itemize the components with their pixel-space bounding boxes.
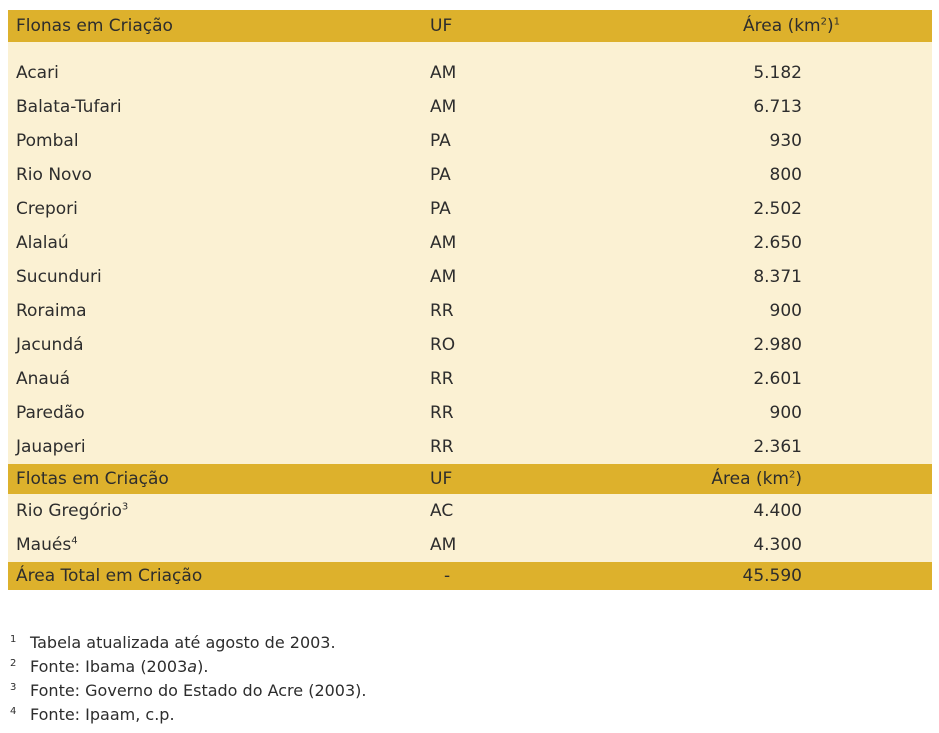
row-name: Roraima [16,301,87,321]
footnotes [8,632,367,728]
table-row [8,494,932,528]
row-name: Anauá [16,369,71,389]
row-uf: RR [430,301,454,321]
row-area: 6.713 [753,97,802,117]
row-uf: AC [430,501,454,521]
table-spacer [8,42,932,56]
footnote-text: Fonte: Governo do Estado do Acre (2003). [30,681,367,700]
footnote-text: Tabela atualizada até agosto de 2003. [30,633,336,652]
table-header-flotas [8,464,932,494]
table-row [8,260,932,294]
row-name: Rio Novo [16,165,92,185]
row-area: 2.980 [753,335,802,355]
row-name: Balata-Tufari [16,97,122,117]
footnote [8,656,367,680]
footnote-mark: 4 [10,706,17,717]
total-area: 45.590 [742,566,802,586]
footnote-mark: 1 [10,634,17,645]
table-row [8,56,932,90]
row-area: 800 [769,165,802,185]
footnote [8,632,367,656]
row-uf: RO [430,335,456,355]
footnote [8,704,367,728]
row-uf: PA [430,199,451,219]
flonas-table [8,10,932,590]
table-row [8,396,932,430]
row-uf: PA [430,165,451,185]
footnote-text: Fonte: Ibama (2003a). [30,657,209,676]
total-uf: - [444,566,451,586]
table-total-row [8,562,932,590]
row-area: 8.371 [753,267,802,287]
table-row [8,90,932,124]
table-header-flonas [8,10,932,42]
table-row [8,294,932,328]
row-uf: RR [430,437,454,457]
row-area: 930 [769,131,802,151]
row-uf: AM [430,267,457,287]
table-row [8,158,932,192]
row-name: Paredão [16,403,85,423]
total-name: Área Total em Criação [16,566,203,586]
row-area: 900 [769,403,802,423]
row-uf: AM [430,233,457,253]
row-note: 3 [121,501,129,513]
table-row [8,528,932,562]
row-uf: AM [430,535,457,555]
row-name: Rio Gregório$^3$ [16,501,129,521]
row-uf: AM [430,63,457,83]
header-area-note: 1 [833,16,840,28]
row-uf: PA [430,131,451,151]
row-name: Maués$^4$ [16,535,78,555]
row-area: 900 [769,301,802,321]
footnote-mark: 3 [10,682,17,693]
row-area: 2.502 [753,199,802,219]
row-name: Jacundá [16,335,84,355]
table-row [8,430,932,464]
table-row [8,328,932,362]
header-name: Flotas em Criação [16,469,169,489]
row-area: 2.601 [753,369,802,389]
row-uf: RR [430,369,454,389]
row-uf: AM [430,97,457,117]
header-uf: UF [430,16,453,36]
header-area: Área $(km^2)^1$ [743,16,840,36]
row-name: Alalaú [16,233,69,253]
row-uf: RR [430,403,454,423]
row-name: Acari [16,63,59,83]
row-area: 4.300 [753,535,802,555]
row-name: Crepori [16,199,78,219]
row-note: 4 [71,535,78,547]
table-row [8,362,932,396]
header-area: Área $(km^2)$ [711,469,802,489]
row-name: Jauaperi [16,437,86,457]
row-area: 2.361 [753,437,802,457]
row-area: 2.650 [753,233,802,253]
row-area: 5.182 [753,63,802,83]
table-row [8,124,932,158]
footnote-text: Fonte: Ipaam, c.p. [30,705,175,724]
table-row [8,226,932,260]
row-area: 4.400 [753,501,802,521]
row-name: Pombal [16,131,79,151]
table-row [8,192,932,226]
footnote-mark: 2 [10,658,17,669]
header-name: Flonas em Criação [16,16,173,36]
row-name: Sucunduri [16,267,102,287]
header-uf: UF [430,469,453,489]
footnote [8,680,367,704]
